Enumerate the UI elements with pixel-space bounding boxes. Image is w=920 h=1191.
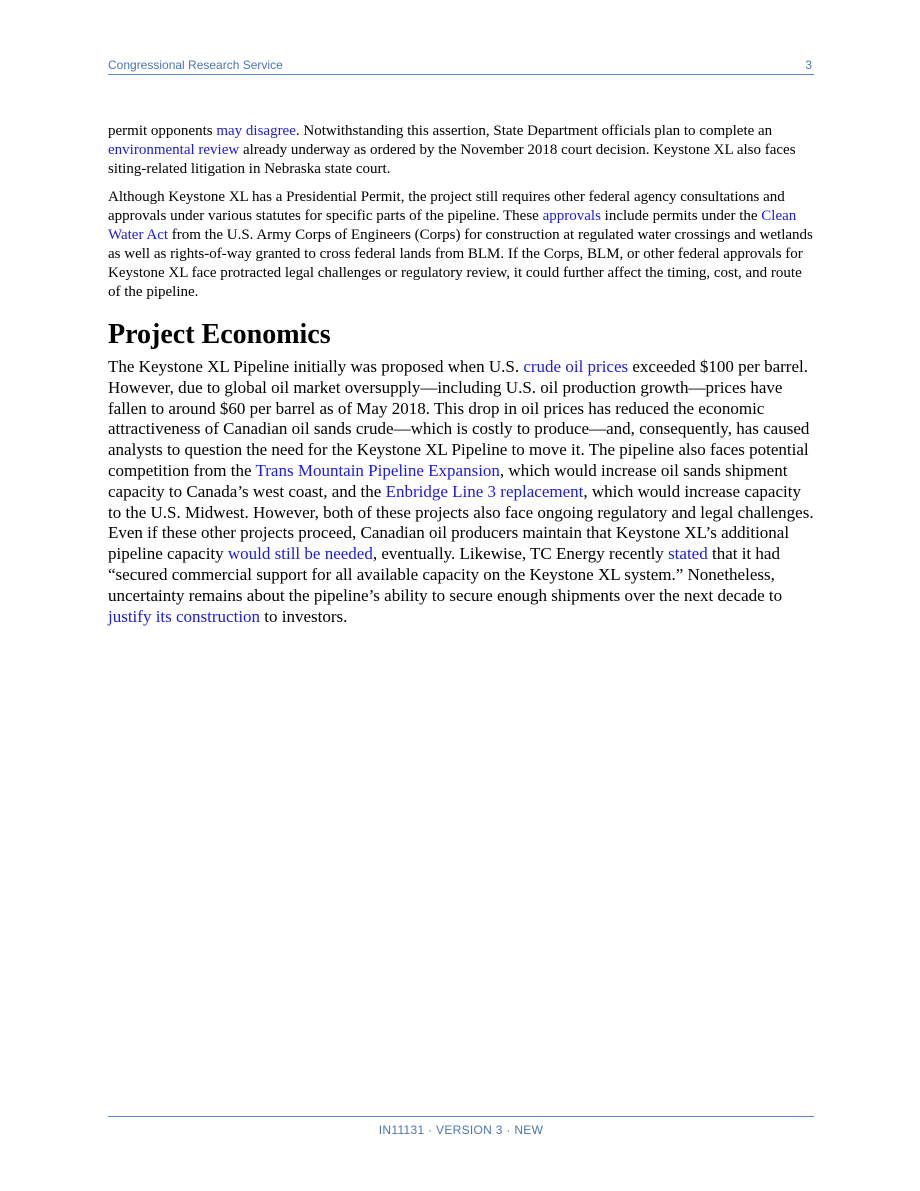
text-run: permit opponents — [108, 123, 217, 139]
text-run: The Keystone XL Pipeline initially was proposed when U.S. — [108, 357, 524, 376]
text-run: , which would increase oil sands shipment capacity to Canada’s west coast, and the — [108, 460, 788, 501]
text-run: to investors. — [260, 606, 348, 626]
link-would-still-be-needed[interactable]: would still be needed — [227, 544, 373, 564]
text-run: , eventually. Likewise, TC Energy recently — [372, 544, 669, 564]
section-heading-project-economics: Project Economics — [108, 319, 331, 350]
text-run: Although Keystone XL has a Presidential Permit, the project still requires other federal agency consultations and approvals under various statutes for specific parts of the pipeline. These — [108, 189, 785, 224]
text-run: exceeded $100 per barrel. However, due to global oil market oversupply—including U.S. oil production growth—prices have fallen to around $60 per barrel as of May 2018. This drop in oil prices has reduced the economic attractiveness of Canadian oil sands crude—which is costly to produce—and, consequently, has caused analysts to question the need for the Keystone XL Pipeline to move it. The pipeline also faces potential competition from the — [108, 357, 810, 480]
text-run: , which would increase capacity to the U.S. Midwest. However, both of these projects also face ongoing regulatory and legal challenges. Even if these other projects proceed, Canadian oil producers maintain that Keystone XL’s additional pipeline capacity — [108, 481, 814, 564]
link-crude-oil-prices[interactable]: crude oil prices — [523, 357, 629, 376]
link-may-disagree[interactable]: may disagree — [216, 123, 296, 139]
header-page-number: 3 — [805, 58, 812, 72]
link-stated[interactable]: stated — [668, 544, 708, 564]
text-run: already underway as ordered by the November 2018 court decision. Keystone XL also faces siting-related litigation in Nebraska state court. — [108, 142, 796, 177]
link-enbridge-line-3-replacement[interactable]: Enbridge Line 3 replacement — [385, 481, 584, 501]
link-clean-water-act[interactable]: Clean Water Act — [108, 208, 797, 243]
text-run: that it had “secured commercial support for all available capacity on the Keystone XL system.” Nonetheless, uncertainty remains about the pipeline’s ability to secure enough shipments over the next decade to — [108, 544, 783, 605]
paragraph-federal-approvals — [108, 188, 814, 302]
text-run: include permits under the — [600, 208, 762, 224]
paragraph-project-economics — [108, 357, 814, 627]
text-run: from the U.S. Army Corps of Engineers (Corps) for construction at regulated water crossings and wetlands as well as rights-of-way granted to cross federal lands from BLM. If the Corps, BLM, or other federal approvals for Keystone XL face protracted legal challenges or regulatory review, it could further affect the timing, cost, and route of the pipeline. — [108, 227, 813, 300]
text-run: . Notwithstanding this assertion, State Department officials plan to complete an — [295, 123, 773, 139]
link-trans-mountain-pipeline-expansion[interactable]: Trans Mountain Pipeline Expansion — [255, 460, 500, 480]
header-org-name: Congressional Research Service — [108, 58, 283, 72]
paragraph-permit-opponents — [108, 122, 814, 179]
page-footer: IN11131 · VERSION 3 · NEW — [108, 1116, 814, 1137]
link-approvals[interactable]: approvals — [542, 208, 601, 224]
document-body — [108, 122, 814, 627]
page-header — [108, 58, 814, 75]
link-environmental-review[interactable]: environmental review — [108, 142, 240, 158]
link-justify-its-construction[interactable]: justify its construction — [108, 606, 261, 626]
